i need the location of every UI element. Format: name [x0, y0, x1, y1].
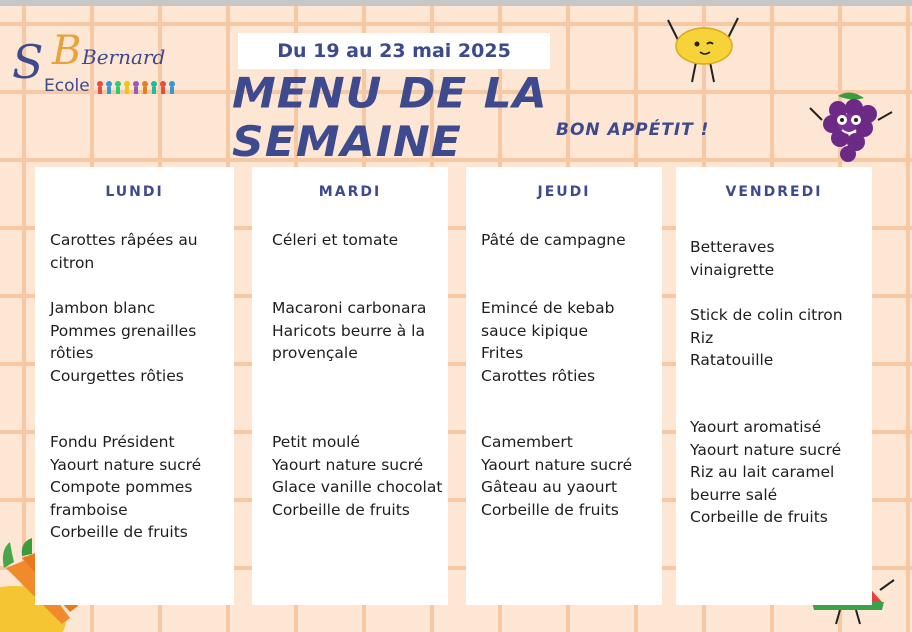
- menu-item: Riz au lait caramel: [690, 463, 835, 481]
- menu-item: Corbeille de fruits: [690, 508, 828, 526]
- menu-item: Courgettes rôties: [50, 366, 184, 385]
- menu-item: Petit moulé: [272, 433, 360, 451]
- menu-item: citron: [50, 253, 95, 272]
- menu-item: Gâteau au yaourt: [481, 478, 618, 496]
- logo-letter-s: S: [12, 35, 44, 89]
- subtitle: BON APPÉTIT !: [556, 120, 710, 140]
- menu-item: Yaourt aromatisé: [690, 418, 822, 436]
- menu-starter: [690, 236, 868, 281]
- grapes-character-icon: [808, 86, 894, 168]
- menu-dessert: [50, 431, 230, 544]
- menu-item: Haricots beurre à la: [272, 321, 425, 340]
- day-heading: VENDREDI: [725, 184, 823, 200]
- menu-item: Macaroni carbonara: [272, 299, 427, 317]
- menu-main: [272, 297, 444, 365]
- menu-item: Camembert: [481, 433, 573, 451]
- menu-item: Carottes râpées au: [50, 231, 198, 249]
- school-logo: [12, 22, 192, 102]
- menu-item: Corbeille de fruits: [50, 523, 188, 541]
- logo-name: Bernard: [82, 45, 166, 69]
- menu-item: Compote pommes: [50, 478, 193, 496]
- day-heading: MARDI: [318, 184, 382, 200]
- menu-starter: [50, 229, 230, 274]
- menu-main: [690, 304, 868, 372]
- menu-item: sauce kipique: [481, 321, 589, 340]
- menu-starter: [481, 229, 658, 252]
- day-heading: JEUDI: [537, 184, 591, 200]
- menu-item: Glace vanille chocolat: [272, 478, 443, 496]
- menu-item: Yaourt nature sucré: [50, 455, 202, 474]
- day-column-vendredi: [676, 167, 872, 605]
- date-range: Du 19 au 23 mai 2025: [238, 33, 550, 69]
- menu-item: Corbeille de fruits: [481, 500, 619, 519]
- menu-starter: [272, 229, 444, 252]
- menu-dessert: [481, 431, 658, 521]
- logo-children-icon: [97, 81, 175, 94]
- menu-item: Betteraves: [690, 238, 775, 256]
- menu-item: Stick de colin citron: [690, 306, 843, 324]
- menu-item: Riz: [690, 328, 714, 347]
- menu-item: Yaourt nature sucré: [272, 455, 424, 474]
- menu-item: rôties: [50, 344, 94, 362]
- menu-item: beurre salé: [690, 485, 778, 504]
- menu-item: Emincé de kebab: [481, 299, 615, 317]
- day-heading: LUNDI: [105, 184, 164, 200]
- menu-item: Pâté de campagne: [481, 231, 626, 249]
- menu-dessert: [690, 416, 868, 529]
- menu-item: vinaigrette: [690, 260, 775, 279]
- menu-item: Corbeille de fruits: [272, 500, 410, 519]
- menu-item: Yaourt nature sucré: [481, 455, 633, 474]
- logo-subname: Ecole: [44, 76, 90, 96]
- page-title: MENU DE LA SEMAINE: [232, 69, 548, 167]
- menu-item: Jambon blanc: [50, 299, 156, 317]
- menu-dessert: [272, 431, 444, 521]
- menu-main: [50, 297, 230, 387]
- menu-item: Céleri et tomate: [272, 231, 399, 249]
- menu-item: Pommes grenailles: [50, 321, 197, 340]
- menu-item: Yaourt nature sucré: [690, 440, 842, 459]
- menu-main: [481, 297, 658, 387]
- day-column-jeudi: [466, 167, 662, 605]
- menu-item: Ratatouille: [690, 351, 774, 369]
- menu-item: Frites: [481, 344, 524, 362]
- day-column-lundi: [35, 167, 234, 605]
- menu-item: provençale: [272, 344, 358, 362]
- lemon-character-icon: [664, 12, 744, 84]
- menu-item: framboise: [50, 500, 128, 519]
- day-column-mardi: [252, 167, 448, 605]
- menu-item: Fondu Président: [50, 433, 175, 451]
- menu-item: Carottes rôties: [481, 366, 596, 385]
- svg-text:B: B: [52, 28, 82, 74]
- top-border: [0, 0, 912, 6]
